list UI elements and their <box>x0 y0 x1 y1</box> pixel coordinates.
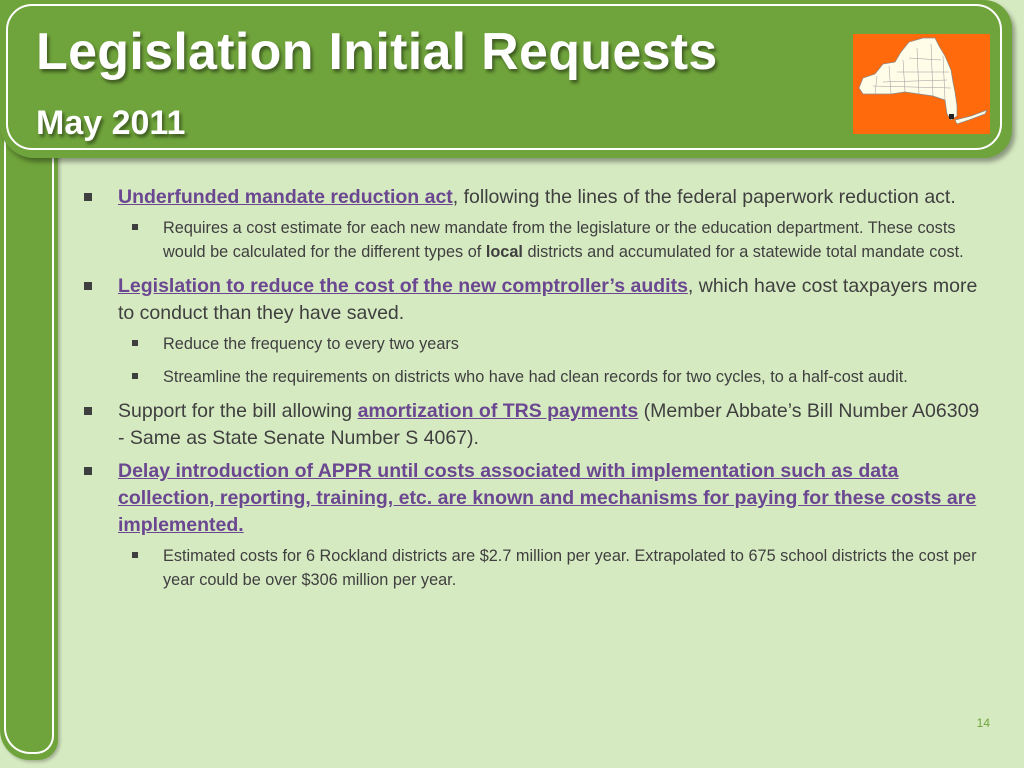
bullet-marker <box>84 282 92 290</box>
sub-bullet-marker <box>132 340 138 346</box>
bullet-text: , which have cost taxpayers more to conduct than they have saved. <box>118 275 978 324</box>
bullet-text: Support for the bill allowing <box>118 400 358 422</box>
bullet-underfunded-mandate <box>84 184 984 211</box>
sub-bullet-text: Requires a cost estimate for each new mandate from the legislature or the education department. These costs would be calculated for the different types of <box>163 219 956 261</box>
sub-bullet-marker <box>132 373 138 379</box>
trs-amortization-link[interactable]: amortization of TRS payments <box>357 400 639 422</box>
sub-bullet-estimated-costs <box>84 545 984 592</box>
bullet-marker <box>84 193 92 201</box>
bullet-marker <box>84 467 92 475</box>
page-number: 14 <box>976 716 990 730</box>
sub-bullet-text: Estimated costs for 6 Rockland districts are $2.7 million per year. Extrapolated to 675 school districts the cost per year could be over $306 million per year. <box>163 547 977 589</box>
bullet-text: , following the lines of the federal paperwork reduction act. <box>452 186 956 208</box>
sub-bullet-marker <box>132 224 138 230</box>
bullet-text: (Member Abbate’s Bill Number A06309 - Same as State Senate Number S 4067). <box>118 400 980 449</box>
sub-bullet-streamline <box>84 366 984 390</box>
new-york-map-image <box>853 34 990 134</box>
underfunded-mandate-link[interactable]: Underfunded mandate reduction act <box>118 186 453 208</box>
bullet-delay-appr <box>84 458 984 539</box>
bullet-list <box>84 184 984 601</box>
new-york-map-icon <box>853 34 990 134</box>
slide-title: Legislation Initial Requests <box>36 23 718 81</box>
bullet-comptroller-audits <box>84 273 984 327</box>
sub-bullet-text: Streamline the requirements on districts who have had clean records for two cycles, to a half-cost audit. <box>163 367 908 386</box>
bullet-trs-amortization <box>84 398 984 452</box>
comptroller-audits-link[interactable]: Legislation to reduce the cost of the new comptroller’s audits <box>118 275 688 297</box>
sub-bullet-bold-text: local <box>485 242 523 261</box>
sub-bullet-text: Reduce the frequency to every two years <box>163 335 459 353</box>
delay-appr-link[interactable]: Delay introduction of APPR until costs associated with implementation such as data collection, reporting, training, etc. are known and mechanisms for paying for these costs are implemented. <box>118 460 977 536</box>
sub-bullet-text: districts and accumulated for a statewide total mandate cost. <box>522 242 964 261</box>
slide-subtitle: May 2011 <box>36 104 186 142</box>
sub-bullet-reduce-frequency <box>84 333 984 357</box>
bullet-marker <box>84 407 92 415</box>
sub-bullet-marker <box>132 552 138 558</box>
sub-bullet-cost-estimate <box>84 217 984 264</box>
